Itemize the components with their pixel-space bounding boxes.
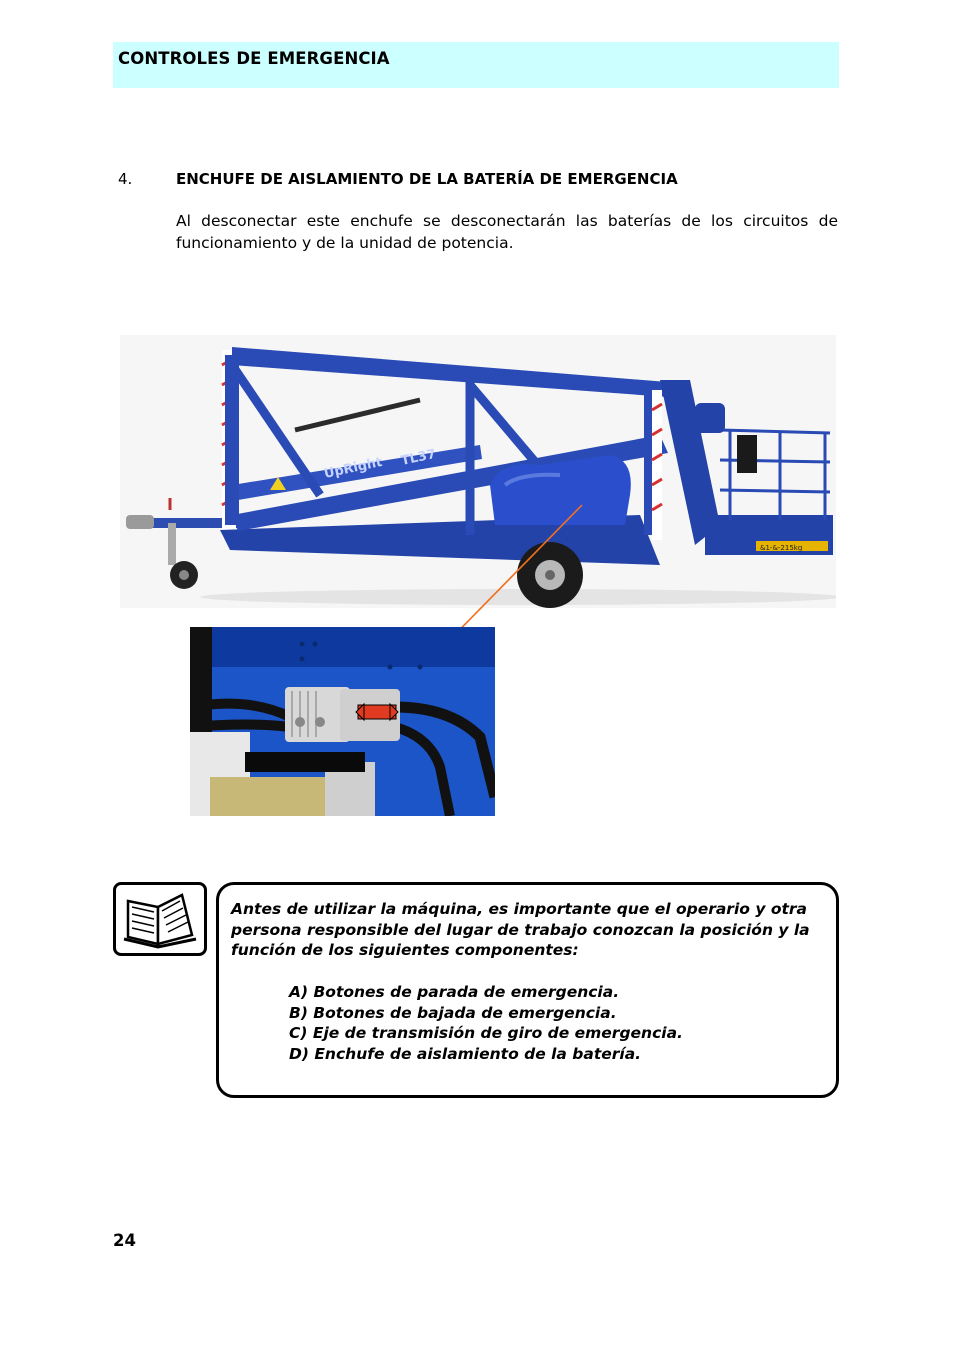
list-item: C) Eje de transmisión de giro de emergencia. (289, 1024, 683, 1042)
brand-label: UpRight (322, 454, 384, 482)
connector-detail-photo (190, 627, 495, 816)
open-book-icon (120, 889, 200, 949)
list-item: A) Botones de parada de emergencia. (289, 983, 620, 1001)
note-components-list (289, 982, 683, 1064)
page-number: 24 (113, 1231, 136, 1250)
section-title: ENCHUFE DE AISLAMIENTO DE LA BATERÍA DE EMERGENCIA (176, 170, 678, 188)
section-number: 4. (118, 170, 133, 188)
section-body: Al desconectar este enchufe se desconectarán las baterías de los circuitos de funcionamiento y de la unidad de potencia. (176, 212, 838, 252)
list-item: B) Botones de bajada de emergencia. (289, 1003, 617, 1022)
list-item: D) Enchufe de aislamiento de la batería. (289, 1044, 642, 1063)
warning-note-box (216, 882, 839, 1098)
manual-book-icon-box (113, 882, 207, 956)
section-header-title: CONTROLES DE EMERGENCIA (118, 49, 390, 68)
section-header-bar (113, 42, 839, 88)
model-label: TL37 (399, 446, 438, 469)
note-intro-text: Antes de utilizar la máquina, es importante que el operario y otra persona responsible del lugar de trabajo conozcan la posición y la función de los siguientes componentes: (231, 900, 810, 959)
basket-plate-label: &1-&-215kg (760, 544, 803, 552)
